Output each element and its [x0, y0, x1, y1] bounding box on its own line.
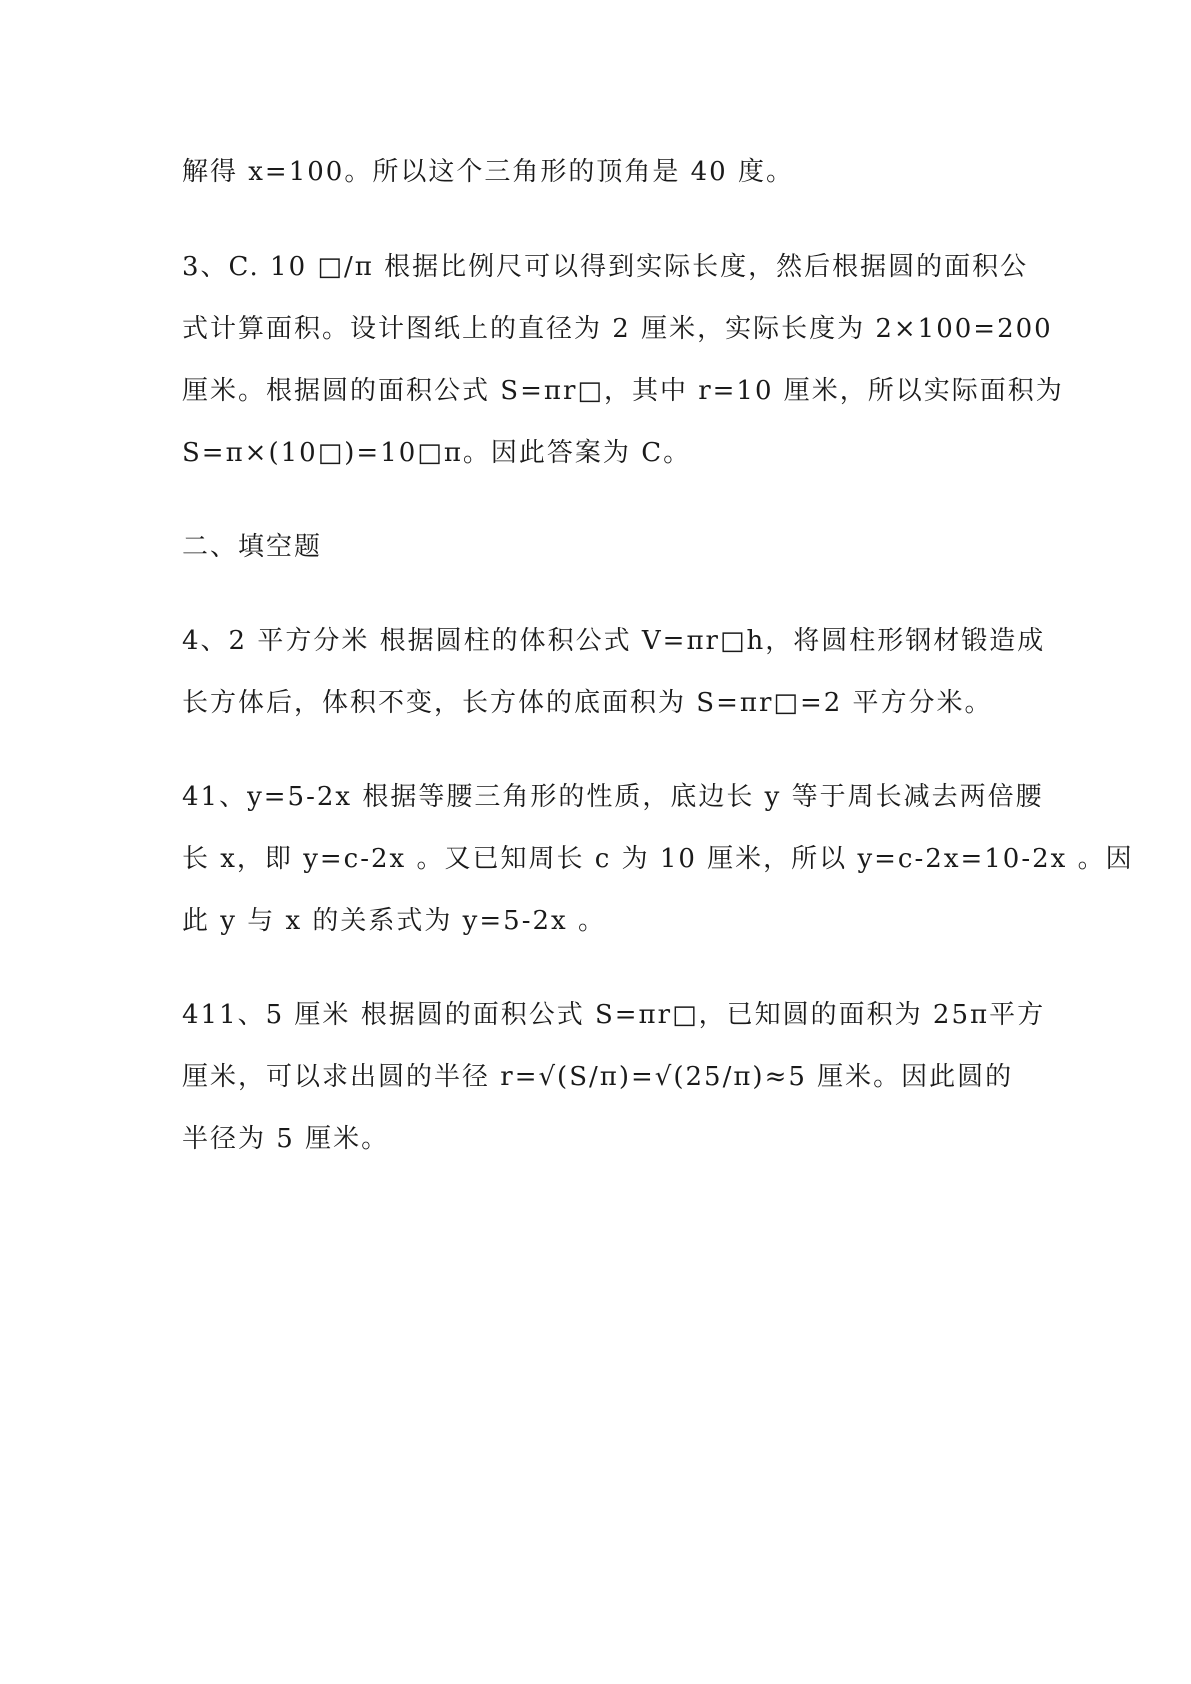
answer-411-line-3: 半径为 5 厘米。: [182, 1124, 390, 1154]
answer-41-line-1: 41、y=5-2x 根据等腰三角形的性质，底边长 y 等于周长减去两倍腰: [182, 782, 1044, 812]
answer-41-line-3: 此 y 与 x 的关系式为 y=5-2x 。: [182, 906, 606, 936]
answer-3-line-3: 厘米。根据圆的面积公式 S=πr□，其中 r=10 厘米，所以实际面积为: [182, 376, 1064, 406]
answer-4-line-1: 4、2 平方分米 根据圆柱的体积公式 V=πr□h，将圆柱形钢材锻造成: [182, 626, 1046, 656]
section-heading: 二、填空题: [182, 532, 323, 562]
answer-411-line-2: 厘米，可以求出圆的半径 r=√(S/π)=√(25/π)≈5 厘米。因此圆的: [182, 1062, 1014, 1092]
answer-3-line-1: 3、C. 10 □/π 根据比例尺可以得到实际长度，然后根据圆的面积公: [182, 252, 1029, 282]
answer-3-line-4: S=π×(10□)=10□π。因此答案为 C。: [182, 438, 692, 468]
answer-411-line-1: 411、5 厘米 根据圆的面积公式 S=πr□，已知圆的面积为 25π平方: [182, 1000, 1046, 1030]
text-line: 解得 x=100。所以这个三角形的顶角是 40 度。: [182, 157, 794, 187]
answer-3-line-2: 式计算面积。设计图纸上的直径为 2 厘米，实际长度为 2×100=200: [182, 314, 1053, 344]
answer-4-line-2: 长方体后，体积不变，长方体的底面积为 S=πr□=2 平方分米。: [182, 688, 993, 718]
answer-41-line-2: 长 x，即 y=c-2x 。又已知周长 c 为 10 厘米，所以 y=c-2x=10-2x 。因: [182, 844, 1134, 874]
